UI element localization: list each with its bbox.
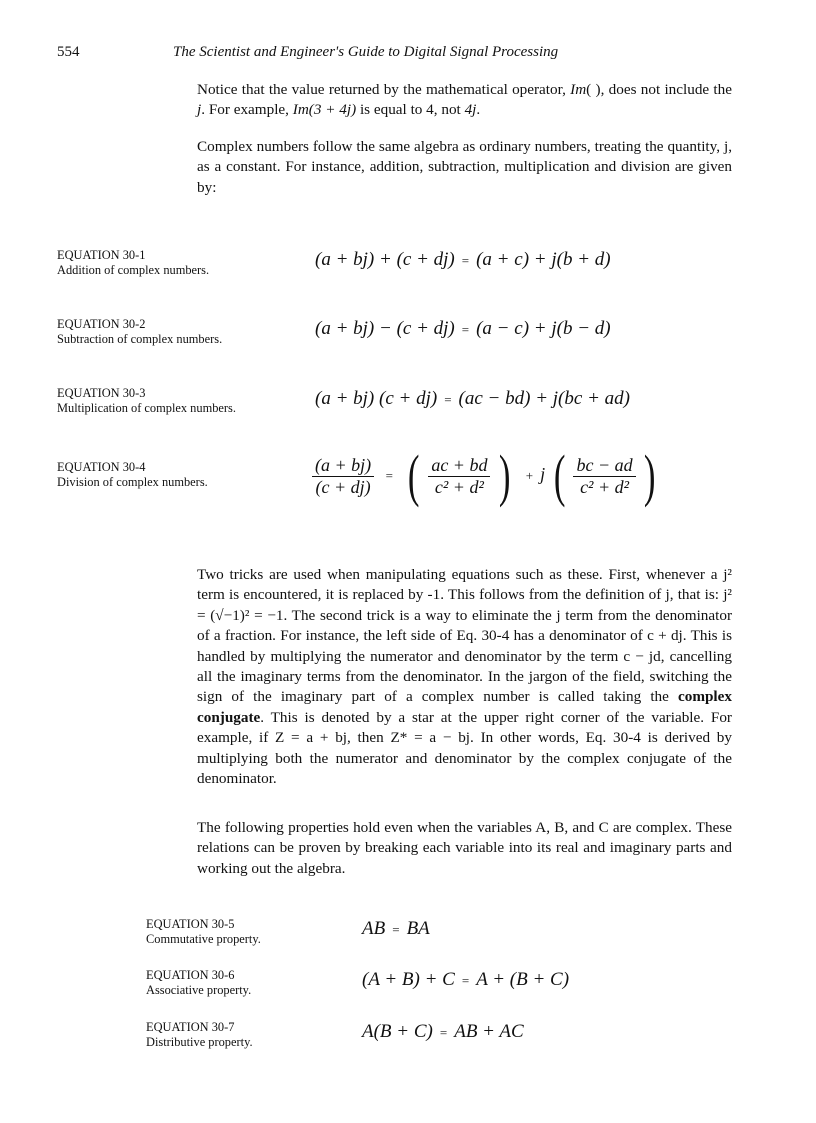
page-number: 554	[57, 44, 80, 60]
term-complex-conjugate: complex conjugate	[197, 688, 732, 726]
equation-30-6: (A + B) + C = A + (B + C)	[362, 969, 570, 990]
equation-30-7-label: EQUATION 30-7 Distributive property.	[146, 1020, 253, 1049]
eq4-imag-fraction: $\frac{bc - ad}{\text{c² + d²}}$	[573, 455, 635, 498]
equation-30-1: (a + bj) + (c + dj) = (a + c) + j(b + d)	[315, 249, 611, 270]
equation-30-2-label: EQUATION 30-2 Subtraction of complex numbers.	[57, 317, 223, 346]
paragraph-tricks: Two tricks are used when manipulating equations such as these. First, whenever a j² term is encountered, it is replaced by -1. This follows from the definition of j, that is: j² = (√−1)² = −1. The second trick is a way to eliminate the j term from the denominator of a fraction. For instance, the left side of Eq. 30-4 has a denominator of c + dj. This is handled by multiplying the numerator and denominator by the term c − jd, cancelling all the imaginary terms from the denominator. In the jargon of the field, switching the sign of the imaginary part of a complex number is called taking the complex conjugate. This is denoted by a star at the upper right corner of the variable. For example, if Z = a + bj, then Z* = a − bj. In other words, Eq. 30-4 is derived by multiplying both the numerator and denominator by the complex conjugate of the denominator.	[197, 566, 732, 788]
equation-30-5: AB = BA	[362, 918, 430, 939]
equation-30-4-label: EQUATION 30-4 Division of complex numbers.	[57, 460, 208, 489]
paragraph-complex-algebra: Complex numbers follow the same algebra as ordinary numbers, treating the quantity, j, as a constant. For instance, addition, subtraction, multiplication and division are given by:	[197, 138, 732, 196]
equation-30-6-label: EQUATION 30-6 Associative property.	[146, 968, 252, 997]
equation-30-3-label: EQUATION 30-3 Multiplication of complex numbers.	[57, 386, 236, 415]
equation-30-3: (a + bj) (c + dj) = (ac − bd) + j(bc + ad)	[315, 388, 630, 409]
eq4-lhs-fraction: $\frac{(a + bj)}{(c + dj)}$	[312, 455, 374, 498]
equation-30-5-label: EQUATION 30-5 Commutative property.	[146, 917, 261, 946]
eq4-real-fraction: $\frac{ac + bd}{\text{c² + d²}}$	[428, 455, 490, 498]
paragraph-imaginary-operator: Notice that the value returned by the mathematical operator, Im( ), does not include the j. For example, Im(3 + 4j) is equal to 4, not 4j.	[197, 81, 732, 119]
equation-30-2: (a + bj) − (c + dj) = (a − c) + j(b − d)	[315, 318, 611, 339]
equation-30-1-label: EQUATION 30-1 Addition of complex numbers.	[57, 248, 210, 277]
paragraph-properties: The following properties hold even when the variables A, B, and C are complex. These relations can be proven by breaking each variable into its real and imaginary parts and working out the algebra.	[197, 819, 732, 877]
equation-30-7: A(B + C) = AB + AC	[362, 1021, 524, 1042]
running-title: The Scientist and Engineer's Guide to Digital Signal Processing	[173, 44, 559, 60]
equation-30-4: $\frac{(a + bj)}{(c + dj)}$ = ( $\frac{ac + bd}{\text{c² + d²}}$ ) + j ( $\frac{bc - ad}{\text{c² + d²}}$ )	[312, 447, 659, 505]
